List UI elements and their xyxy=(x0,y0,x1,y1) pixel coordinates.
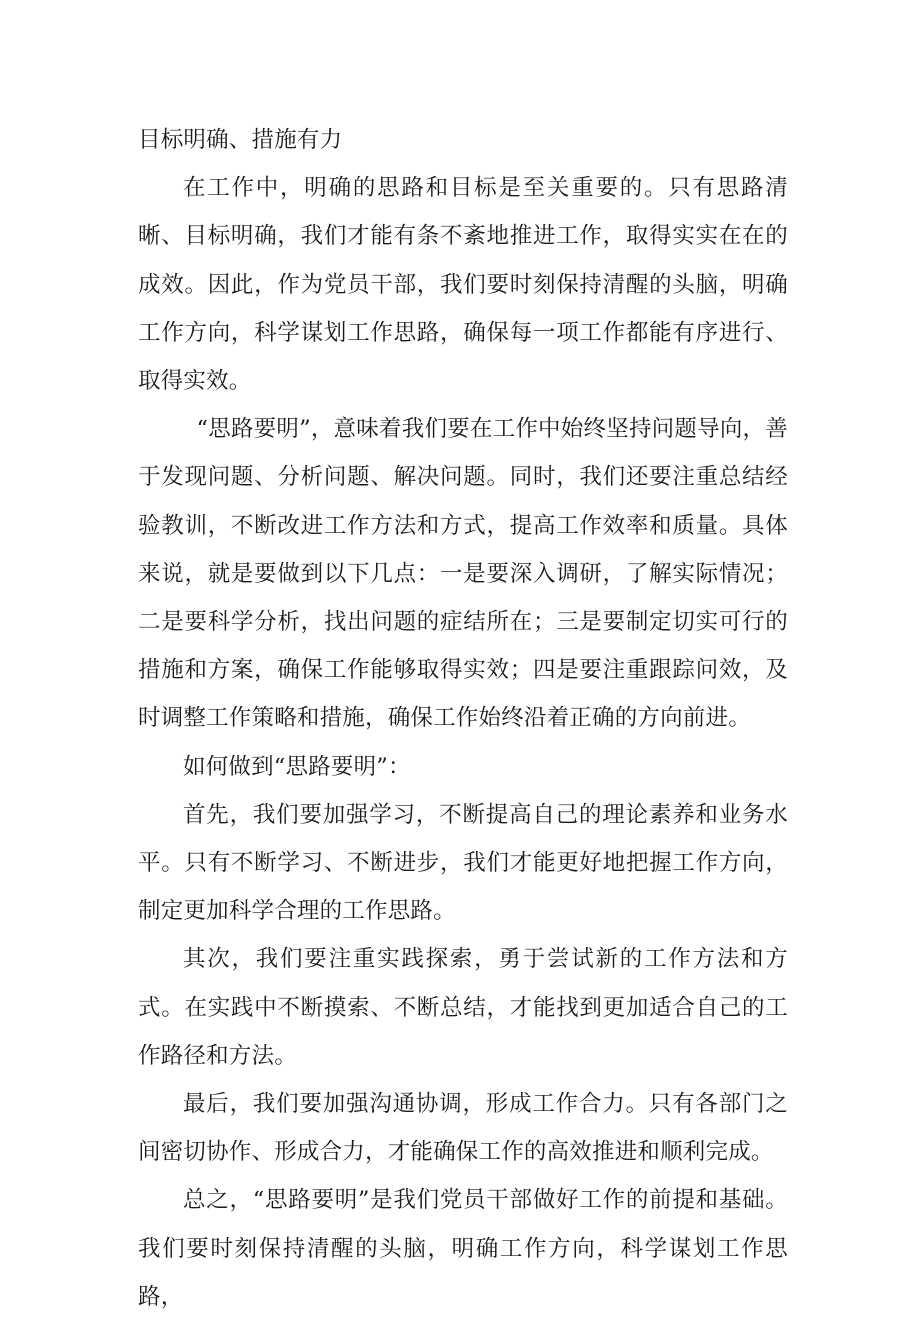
paragraph-first: 首先，我们要加强学习，不断提高自己的理论素养和业务水平。只有不断学习、不断进步，我们才能更好地把握工作方向，制定更加科学合理的工作思路。 xyxy=(138,801,788,925)
section-heading: 目标明确、措施有力 xyxy=(138,127,343,153)
paragraph-how-to: 如何做到“思路要明”： xyxy=(183,753,411,780)
paragraph-summary: 总之，“思路要明”是我们党员干部做好工作的前提和基础。我们要时刻保持清醒的头脑，明确工作方向，科学谋划工作思路， xyxy=(138,1187,788,1310)
paragraph-second: 其次，我们要注重实践探索，勇于尝试新的工作方法和方式。在实践中不断摸索、不断总结，才能找到更加适合自己的工作路径和方法。 xyxy=(138,946,788,1069)
paragraph-intro: 在工作中，明确的思路和目标是至关重要的。只有思路清晰、目标明确，我们才能有条不紊地推进工作，取得实实在在的成效。因此，作为党员干部，我们要时刻保持清醒的头脑，明确工作方向，科学谋划工作思路，确保每一项工作都能有序进行、取得实效。 xyxy=(138,175,788,395)
paragraph-meaning: “思路要明”，意味着我们要在工作中始终坚持问题导向，善于发现问题、分析问题、解决问题。同时，我们还要注重总结经验教训，不断改进工作方法和方式，提高工作效率和质量。具体来说，就是要做到以下几点：一是要深入调研，了解实际情况；二是要科学分析，找出问题的症结所在；三是要制定切实可行的措施和方案，确保工作能够取得实效；四是要注重跟踪问效，及时调整工作策略和措施，确保工作始终沿着正确的方向前进。 xyxy=(138,416,788,732)
paragraph-last: 最后，我们要加强沟通协调，形成工作合力。只有各部门之间密切协作、形成合力，才能确保工作的高效推进和顺利完成。 xyxy=(138,1091,788,1166)
document-body xyxy=(138,116,788,1321)
